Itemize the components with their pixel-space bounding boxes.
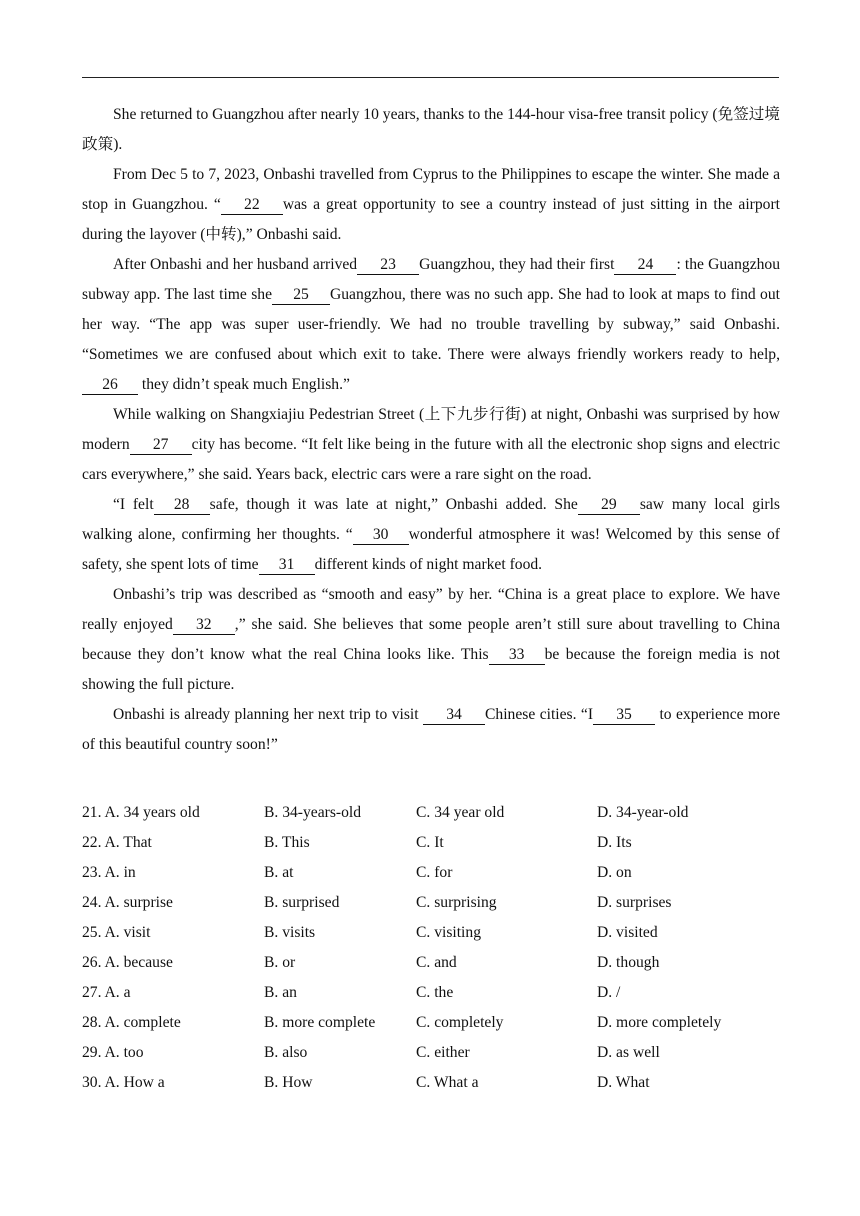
option-b: B. This	[264, 834, 310, 851]
text: wonderful atmosphere it was! Welcomed by this sense of safety, she spent lots of time	[82, 526, 780, 573]
paragraph-4	[82, 400, 780, 490]
option-c: C. for	[416, 864, 453, 881]
option-b: B. or	[264, 954, 296, 971]
option-d: D. /	[597, 984, 621, 1001]
option-row	[82, 1038, 780, 1068]
option-d: D. 34-year-old	[597, 804, 689, 821]
option-a: 27. A. a	[82, 984, 131, 1001]
text: ,” she said. She believes that some people aren’t still sure about travelling to China because they don’t know what the real China looks like. This	[82, 616, 780, 663]
option-c: C. 34 year old	[416, 804, 505, 821]
text: : the Guangzhou subway app. The last time she	[82, 256, 780, 303]
text: Guangzhou, there was no such app. She had to look at maps to find out her way. “The app was super user-friendly. We had no trouble travelling by subway,” said Onbashi. “Sometimes we are confused about which exit to take. There were always friendly workers ready to help,	[82, 286, 780, 363]
text: to experience more of this beautiful country soon!”	[82, 706, 781, 753]
text: saw many local girls walking alone, confirming her thoughts. “	[82, 496, 780, 543]
option-a: 28. A. complete	[82, 1014, 181, 1031]
option-b: B. an	[264, 984, 297, 1001]
option-a: 23. A. in	[82, 864, 136, 881]
option-c: C. and	[416, 954, 457, 971]
option-d: D. though	[597, 954, 660, 971]
answer-options	[82, 798, 780, 1098]
option-row	[82, 828, 780, 858]
blank-31: 31	[259, 556, 315, 575]
option-a: 22. A. That	[82, 834, 152, 851]
option-d: D. as well	[597, 1044, 660, 1061]
blank-26: 26	[82, 376, 138, 395]
blank-22: 22	[221, 196, 283, 215]
blank-34: 34	[423, 706, 485, 725]
text: She returned to Guangzhou after nearly 10 years, thanks to the 144-hour visa-free transit policy (免签过境政策).	[82, 106, 780, 153]
text: they didn’t speak much English.”	[138, 376, 350, 393]
text: city has become. “It felt like being in the future with all the electronic shop signs and electric cars everywhere,” she said. Years back, electric cars were a rare sight on the road.	[82, 436, 780, 483]
text: safe, though it was late at night,” Onbashi added. She	[209, 496, 578, 513]
option-row	[82, 918, 780, 948]
option-a: 21. A. 34 years old	[82, 804, 200, 821]
option-a: 24. A. surprise	[82, 894, 173, 911]
option-c: C. It	[416, 834, 444, 851]
blank-30: 30	[353, 526, 409, 545]
blank-29: 29	[578, 496, 640, 515]
reading-passage	[82, 100, 780, 760]
option-row	[82, 1008, 780, 1038]
option-b: B. 34-years-old	[264, 804, 362, 821]
text: “I felt	[113, 496, 154, 513]
paragraph-2	[82, 160, 780, 250]
header-rule	[82, 77, 779, 78]
option-a: 25. A. visit	[82, 924, 151, 941]
paragraph-7	[82, 700, 780, 760]
option-d: D. visited	[597, 924, 658, 941]
text: Chinese cities. “I	[485, 706, 594, 723]
option-row	[82, 948, 780, 978]
paragraph-1	[82, 100, 780, 160]
blank-28: 28	[154, 496, 210, 515]
option-b: B. at	[264, 864, 294, 881]
text: Onbashi is already planning her next trip to visit	[113, 706, 424, 723]
paragraph-3	[82, 250, 780, 400]
text: While walking on Shangxiajiu Pedestrian Street (上下九步行街) at night, Onbashi was surprised by how modern	[82, 406, 780, 453]
blank-33: 33	[489, 646, 545, 665]
text: be because the foreign media is not showing the full picture.	[82, 646, 780, 693]
text: Guangzhou, they had their first	[419, 256, 615, 273]
text: From Dec 5 to 7, 2023, Onbashi travelled from Cyprus to the Philippines to escape the winter. She made a stop in Guangzhou. “	[82, 166, 780, 213]
option-row	[82, 798, 780, 828]
option-row	[82, 1068, 780, 1098]
blank-25: 25	[272, 286, 330, 305]
option-b: B. visits	[264, 924, 316, 941]
text: was a great opportunity to see a country instead of just sitting in the airport during the layover (中转),” Onbashi said.	[82, 196, 780, 243]
blank-32: 32	[173, 616, 235, 635]
option-c: C. completely	[416, 1014, 504, 1031]
blank-35: 35	[593, 706, 655, 725]
option-b: B. also	[264, 1044, 308, 1061]
option-row	[82, 978, 780, 1008]
option-row	[82, 858, 780, 888]
option-c: C. either	[416, 1044, 470, 1061]
option-a: 30. A. How a	[82, 1074, 165, 1091]
blank-24: 24	[614, 256, 676, 275]
option-d: D. surprises	[597, 894, 672, 911]
option-d: D. more completely	[597, 1014, 722, 1031]
option-c: C. What a	[416, 1074, 479, 1091]
option-b: B. How	[264, 1074, 313, 1091]
option-d: D. Its	[597, 834, 632, 851]
option-c: C. surprising	[416, 894, 497, 911]
text: After Onbashi and her husband arrived	[113, 256, 358, 273]
blank-27: 27	[130, 436, 192, 455]
option-b: B. more complete	[264, 1014, 376, 1031]
option-d: D. What	[597, 1074, 650, 1091]
paragraph-5	[82, 490, 780, 580]
text: Onbashi’s trip was described as “smooth and easy” by her. “China is a great place to explore. We have really enjoyed	[82, 586, 780, 633]
text: different kinds of night market food.	[314, 556, 543, 573]
option-row	[82, 888, 780, 918]
option-a: 29. A. too	[82, 1044, 144, 1061]
option-d: D. on	[597, 864, 632, 881]
option-c: C. visiting	[416, 924, 481, 941]
option-b: B. surprised	[264, 894, 340, 911]
option-a: 26. A. because	[82, 954, 173, 971]
blank-23: 23	[357, 256, 419, 275]
option-c: C. the	[416, 984, 454, 1001]
paragraph-6	[82, 580, 780, 700]
